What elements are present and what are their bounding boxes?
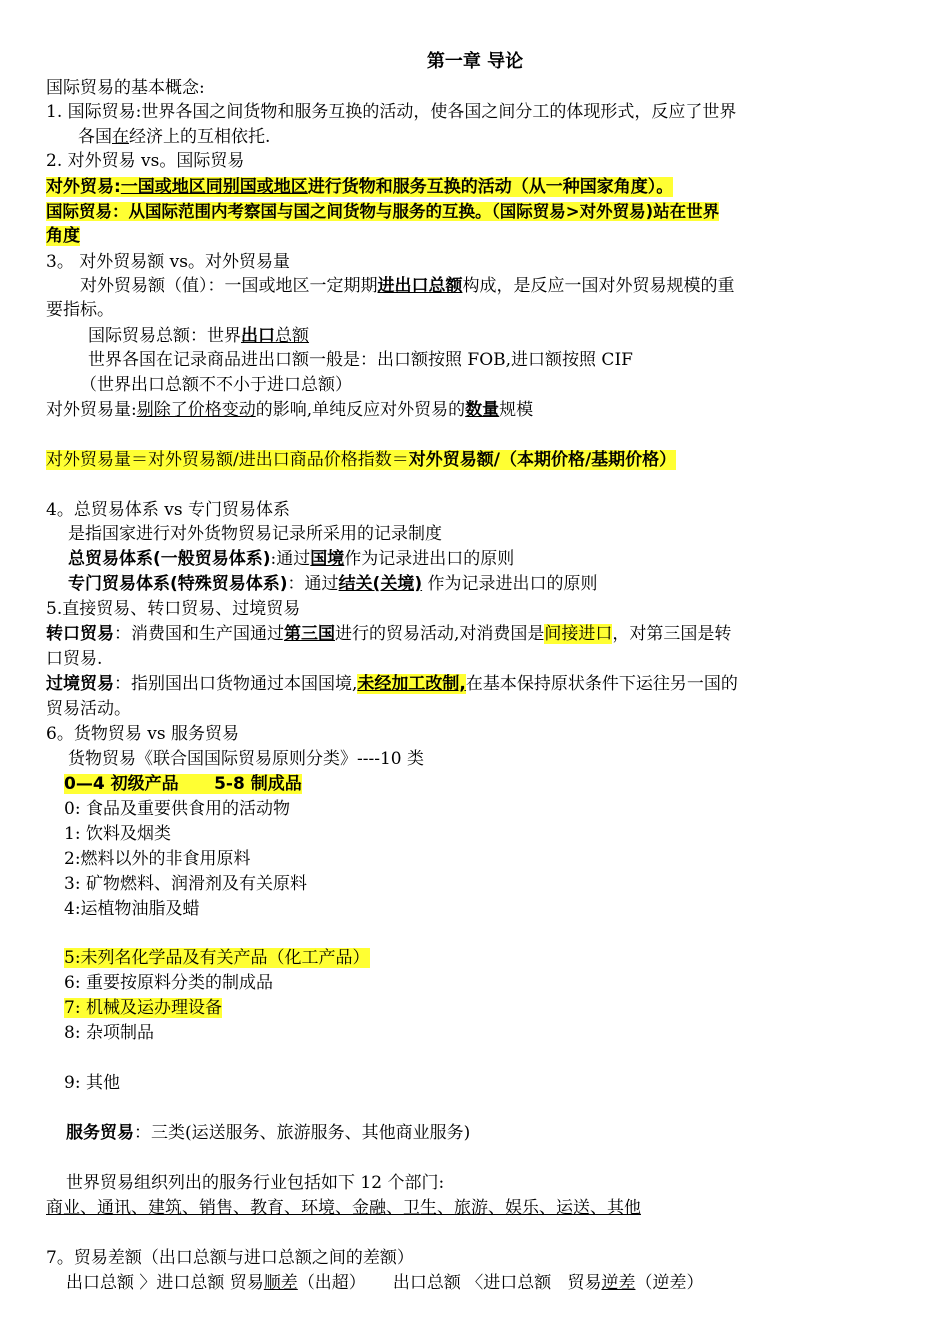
text-line: 3: 矿物燃料、润滑剂及有关原料	[64, 874, 307, 894]
highlighted-line: 5:未列名化学品及有关产品（化工产品）	[64, 948, 370, 968]
text-line: 各国在经济上的互相依托.	[78, 127, 271, 147]
text-line: 过境贸易：指别国出口货物通过本国国境,未经加工改制,在基本保持原状条件下运往另一国的	[46, 674, 738, 694]
text-line: 总贸易体系(一般贸易体系):通过国境作为记录进出口的原则	[68, 549, 515, 569]
highlighted-line: 对外贸易量＝对外贸易额/进出口商品价格指数＝对外贸易额/（本期价格/基期价格）	[46, 450, 677, 470]
text-line: 口贸易.	[46, 649, 103, 669]
text-line: 转口贸易：消费国和生产国通过第三国进行的贸易活动,对消费国是间接进口，对第三国是转	[46, 624, 732, 644]
text-line: 专门贸易体系(特殊贸易体系)：通过结关(关境) 作为记录进出口的原则	[68, 574, 598, 594]
highlighted-line: 国际贸易：从国际范围内考察国与国之间货物与服务的互换。（国际贸易>对外贸易)站在世界	[46, 202, 720, 221]
text-line: 出口总额 〉进口总额 贸易顺差（出超） 出口总额 〈进口总额 贸易逆差（逆差）	[66, 1273, 704, 1293]
text-line: （世界出口总额不不小于进口总额）	[80, 375, 352, 395]
text-line: 1: 饮料及烟类	[64, 824, 171, 844]
text-line: 4:运植物油脂及蜡	[64, 899, 200, 919]
text-line: 6。货物贸易 vs 服务贸易	[46, 724, 239, 744]
highlighted-line: 0—4 初级产品 5-8 制成品	[64, 774, 302, 794]
text-line: 2:燃料以外的非食用原料	[64, 849, 251, 869]
text-line: 1. 国际贸易:世界各国之间货物和服务互换的活动，使各国之间分工的体现形式，反应了世界	[46, 102, 737, 122]
text-line: 5.直接贸易、转口贸易、过境贸易	[46, 599, 301, 619]
text-line: 6: 重要按原料分类的制成品	[64, 973, 273, 993]
text-line: 国际贸易总额：世界出口总额	[88, 326, 309, 346]
text-line: 贸易活动。	[46, 699, 131, 719]
text-line: 世界各国在记录商品进出口额一般是：出口额按照 FOB,进口额按照 CIF	[88, 350, 633, 370]
text-line: 3。 对外贸易额 vs。对外贸易量	[46, 252, 290, 272]
text-line: 2. 对外贸易 vs。国际贸易	[46, 151, 245, 171]
text-line: 国际贸易的基本概念:	[46, 78, 205, 98]
text-line: 服务贸易：三类(运送服务、旅游服务、其他商业服务)	[66, 1123, 471, 1143]
text-line: 4。总贸易体系 vs 专门贸易体系	[46, 500, 290, 520]
text-line: 0: 食品及重要供食用的活动物	[64, 799, 290, 819]
text-line: 要指标。	[46, 300, 114, 320]
highlighted-line: 7: 机械及运办理设备	[64, 998, 222, 1018]
text-line: 世界贸易组织列出的服务行业包括如下 12 个部门:	[66, 1173, 445, 1193]
text-line: 商业、通讯、建筑、销售、教育、环境、金融、卫生、旅游、娱乐、运送、其他	[46, 1198, 641, 1218]
highlighted-line: 对外贸易:一国或地区同别国或地区进行货物和服务互换的活动（从一种国家角度）。	[46, 177, 674, 197]
text-line: 对外贸易额（值）：一国或地区一定期期进出口总额构成，是反应一国对外贸易规模的重	[80, 276, 735, 296]
text-line: 是指国家进行对外货物贸易记录所采用的记录制度	[68, 524, 442, 544]
text-line: 货物贸易《联合国国际贸易原则分类》----10 类	[68, 749, 425, 769]
text-line: 7。贸易差额（出口总额与进口总额之间的差额）	[46, 1248, 414, 1268]
chapter-title: 第一章 导论	[426, 51, 524, 72]
text-line: 9: 其他	[64, 1073, 120, 1093]
text-line: 对外贸易量:剔除了价格变动的影响,单纯反应对外贸易的数量规模	[46, 400, 534, 420]
highlighted-line: 角度	[46, 226, 80, 246]
text-line: 8: 杂项制品	[64, 1023, 154, 1043]
